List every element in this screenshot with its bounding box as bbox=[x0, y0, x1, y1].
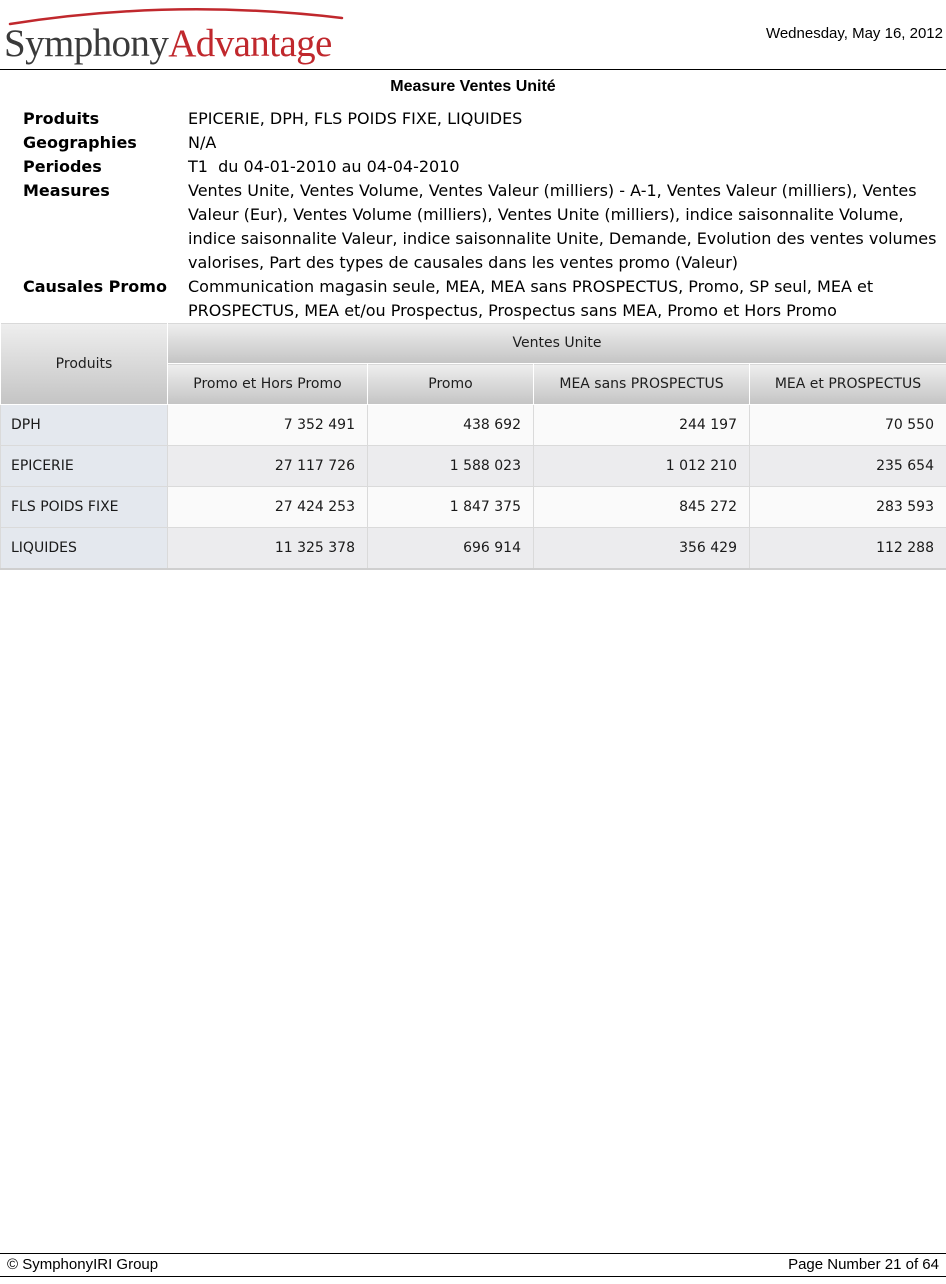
table-row bbox=[1, 446, 946, 487]
filter-value: EPICERIE, DPH, FLS POIDS FIXE, LIQUIDES bbox=[188, 109, 523, 128]
filter-row-periodes bbox=[23, 155, 941, 179]
row-label: DPH bbox=[1, 405, 168, 446]
table-cell: 70 550 bbox=[750, 405, 946, 446]
svg-text:SymphonyAdvantage bbox=[4, 22, 332, 65]
filter-value: N/A bbox=[188, 133, 217, 152]
table-cell: 1 588 023 bbox=[368, 446, 534, 487]
row-header-produits: Produits bbox=[1, 323, 168, 405]
logo-graphic bbox=[4, 4, 349, 68]
filter-summary bbox=[23, 107, 941, 323]
table-cell: 27 117 726 bbox=[168, 446, 368, 487]
table-cell: 438 692 bbox=[368, 405, 534, 446]
report-date: Wednesday, May 16, 2012 bbox=[765, 25, 943, 42]
column-header: MEA sans PROSPECTUS bbox=[534, 364, 750, 405]
filter-label: Produits bbox=[23, 109, 100, 128]
report-header bbox=[0, 0, 946, 70]
table-cell: 1 847 375 bbox=[368, 487, 534, 528]
symphony-advantage-logo bbox=[4, 4, 349, 68]
row-label: EPICERIE bbox=[1, 446, 168, 487]
logo-text-advantage: Advantage bbox=[168, 22, 332, 65]
table-cell: 356 429 bbox=[534, 528, 750, 570]
table-row bbox=[1, 487, 946, 528]
table-cell: 244 197 bbox=[534, 405, 750, 446]
page-number: Page Number 21 of 64 bbox=[788, 1256, 939, 1273]
column-header: MEA et PROSPECTUS bbox=[750, 364, 946, 405]
report-title: Measure Ventes Unité bbox=[390, 78, 556, 95]
column-header: Promo et Hors Promo bbox=[168, 364, 368, 405]
table-cell: 696 914 bbox=[368, 528, 534, 570]
filter-value: Ventes Unite, Ventes Volume, Ventes Valeur (milliers) - A-1, Ventes Valeur (milliers), Ventes Valeur (Eur), Ventes Volume (milliers), Ventes Unite (milliers), indice saisonnalite Volume, indice saisonnalite Valeur, indice saisonnalite Unite, Demande, Evolution des ventes volumes valorises, Part des types de causales dans les ventes promo (Valeur) bbox=[188, 181, 937, 272]
filter-label: Geographies bbox=[23, 133, 137, 152]
table-row bbox=[1, 528, 946, 570]
filter-label: Measures bbox=[23, 181, 110, 200]
column-header: Promo bbox=[368, 364, 534, 405]
data-table-container bbox=[0, 322, 946, 570]
table-cell: 845 272 bbox=[534, 487, 750, 528]
filter-label: Causales Promo bbox=[23, 277, 167, 296]
table-cell: 1 012 210 bbox=[534, 446, 750, 487]
filter-label: Periodes bbox=[23, 157, 102, 176]
table-cell: 11 325 378 bbox=[168, 528, 368, 570]
copyright-text: © SymphonyIRI Group bbox=[7, 1256, 159, 1273]
table-cell: 7 352 491 bbox=[168, 405, 368, 446]
filter-row-causales-promo bbox=[23, 275, 941, 323]
filter-row-geographies bbox=[23, 131, 941, 155]
row-label: LIQUIDES bbox=[1, 528, 168, 570]
report-footer bbox=[0, 1253, 946, 1277]
ventes-unite-table bbox=[0, 322, 946, 570]
table-cell: 27 424 253 bbox=[168, 487, 368, 528]
filter-row-measures bbox=[23, 179, 941, 275]
table-cell: 235 654 bbox=[750, 446, 946, 487]
table-cell: 283 593 bbox=[750, 487, 946, 528]
filter-row-produits bbox=[23, 107, 941, 131]
filter-value: Communication magasin seule, MEA, MEA sans PROSPECTUS, Promo, SP seul, MEA et PROSPECTUS, MEA et/ou Prospectus, Prospectus sans MEA, Promo et Hors Promo bbox=[188, 277, 874, 320]
filter-value: T1 du 04-01-2010 au 04-04-2010 bbox=[188, 157, 460, 176]
group-header-ventes-unite: Ventes Unite bbox=[168, 323, 946, 364]
table-row bbox=[1, 405, 946, 446]
row-label: FLS POIDS FIXE bbox=[1, 487, 168, 528]
table-cell: 112 288 bbox=[750, 528, 946, 570]
logo-text-symphony: Symphony bbox=[4, 22, 169, 65]
